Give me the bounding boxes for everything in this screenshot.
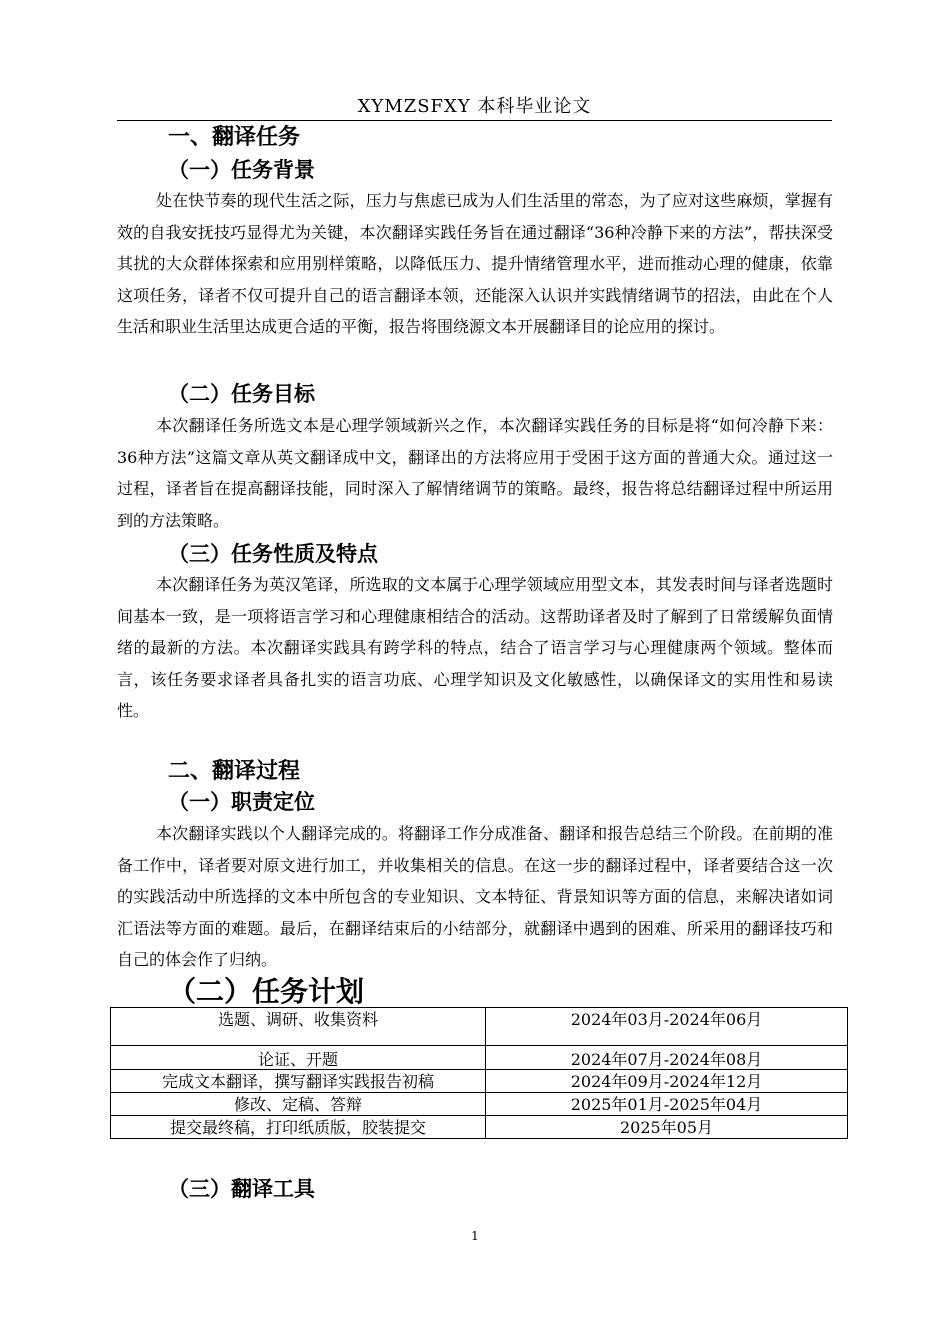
paragraph: 本次翻译任务为英汉笔译，所选取的文本属于心理学领域应用型文本，其发表时间与译者选题时间基本一致，是一项将语言学习和心理健康相结合的活动。这帮助译者及时了解到了日常缓解负面情绪的最新的方法。本次翻译实践具有跨学科的特点，结合了语言学习与心理健康两个领域。整体而言，该任务要求译者具备扎实的语言功底、心理学知识及文化敏感性，以确保译文的实用性和易读性。 — [117, 575, 833, 720]
schedule-table — [110, 1007, 848, 1139]
table-cell-task: 完成文本翻译，撰写翻译实践报告初稿 — [111, 1070, 486, 1093]
subsection-heading: （二）任务目标 — [168, 382, 315, 406]
subsection-heading: （三）任务性质及特点 — [168, 542, 378, 566]
subsection-heading: （二）任务计划 — [168, 975, 365, 1008]
table-row — [111, 1116, 848, 1139]
table-cell-date: 2025年01月-2025年04月 — [486, 1093, 848, 1116]
table-cell-date: 2024年07月-2024年08月 — [486, 1046, 848, 1070]
table-row — [111, 1070, 848, 1093]
subsection-heading: （三）翻译工具 — [168, 1177, 315, 1201]
running-header: XYMZSFXY 本科毕业论文 — [357, 96, 592, 117]
table-cell-date: 2024年09月-2024年12月 — [486, 1070, 848, 1093]
section-heading: 一、翻译任务 — [168, 125, 301, 150]
subsection-heading: （一）任务背景 — [168, 158, 315, 182]
table-cell-date: 2025年05月 — [486, 1116, 848, 1139]
table-cell-task: 提交最终稿，打印纸质版，胶装提交 — [111, 1116, 486, 1139]
table-cell-task: 论证、开题 — [111, 1046, 486, 1070]
table-cell-task: 修改、定稿、答辩 — [111, 1093, 486, 1116]
table-row — [111, 1008, 848, 1046]
paragraph: 处在快节奏的现代生活之际，压力与焦虑已成为人们生活里的常态，为了应对这些麻烦，掌握有效的自我安抚技巧显得尤为关键，本次翻译实践任务旨在通过翻译“36种冷静下来的方法”，帮扶深受其扰的大众群体探索和应用别样策略，以降低压力、提升情绪管理水平，进而推动心理的健康，依靠这项任务，译者不仅可提升自己的语言翻译本领，还能深入认识并实践情绪调节的招法，由此在个人生活和职业生活里达成更合适的平衡，报告将围绕源文本开展翻译目的论应用的探讨。 — [117, 191, 833, 336]
table-cell-task: 选题、调研、收集资料 — [111, 1008, 486, 1046]
page-number: 1 — [471, 1229, 479, 1243]
section-heading: 二、翻译过程 — [168, 759, 301, 784]
paragraph: 本次翻译实践以个人翻译完成的。将翻译工作分成准备、翻译和报告总结三个阶段。在前期的准备工作中，译者要对原文进行加工，并收集相关的信息。在这一步的翻译过程中，译者要结合这一次的实践活动中所选择的文本中所包含的专业知识、文本特征、背景知识等方面的信息，来解决诸如词汇语法等方面的难题。最后，在翻译结束后的小结部分，就翻译中遇到的困难、所采用的翻译技巧和自己的体会作了归纳。 — [117, 824, 833, 969]
paragraph: 本次翻译任务所选文本是心理学领域新兴之作，本次翻译实践任务的目标是将“如何冷静下来：36种方法”这篇文章从英文翻译成中文，翻译出的方法将应用于受困于这方面的普通大众。通过这一过程，译者旨在提高翻译技能，同时深入了解情绪调节的策略。最终，报告将总结翻译过程中所运用到的方法策略。 — [117, 416, 833, 530]
table-cell-date: 2024年03月-2024年06月 — [486, 1008, 848, 1046]
table-row — [111, 1046, 848, 1070]
header-rule — [117, 120, 832, 121]
subsection-heading: （一）职责定位 — [168, 790, 315, 814]
table-row — [111, 1093, 848, 1116]
